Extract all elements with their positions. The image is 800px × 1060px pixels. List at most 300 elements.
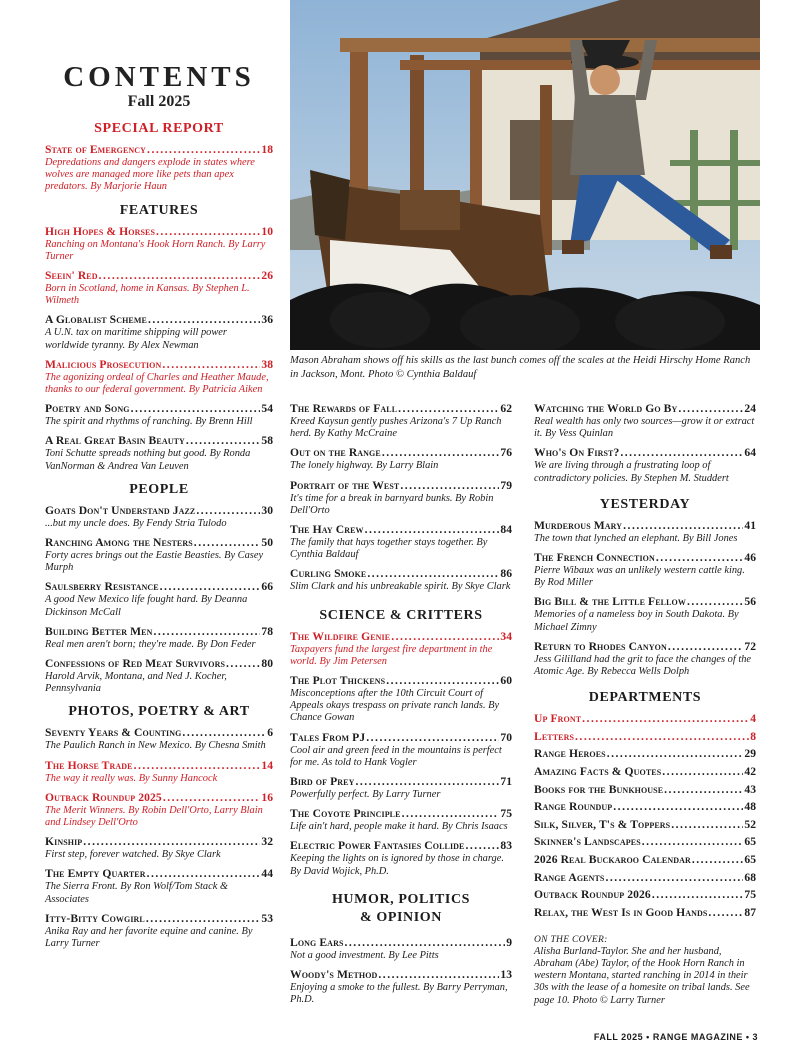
toc-entry-page: 36 <box>261 313 273 327</box>
middle-top-list <box>290 402 512 594</box>
toc-entry-description: Life ain't hard, people make it hard. By Chris Isaacs <box>290 821 508 833</box>
toc-entry-row <box>290 674 512 688</box>
toc-entry[interactable] <box>290 839 512 877</box>
toc-entry-description: The agonizing ordeal of Charles and Heather Maude, thanks to our federal government. By Patricia Aiken <box>45 371 269 396</box>
toc-entry-page: 68 <box>744 870 756 884</box>
toc-entry-page: 38 <box>261 357 273 371</box>
cover-photo <box>290 0 760 350</box>
toc-entry-page: 75 <box>744 888 756 902</box>
toc-entry-title: Malicious Prosecution <box>45 357 162 371</box>
toc-entry-row <box>290 567 512 581</box>
toc-leader-dots <box>382 446 500 460</box>
toc-entry[interactable] <box>534 747 756 761</box>
toc-entry-description: Powerfully perfect. By Larry Turner <box>290 789 441 801</box>
toc-entry[interactable] <box>45 402 273 428</box>
cover-text: Alisha Burland-Taylor. She and her husband, Abraham (Abe) Taylor, of the Hook Horn Ranch in western Montana, started ranching in 2014 in their 30s with the lease of a homesite on tribal lands. See page 10. Photo © Larry Turner <box>534 945 750 1006</box>
photo-caption: Mason Abraham shows off his skills as the last bunch comes off the scales at the Heidi Hirschy Home Ranch in Jackson, Mont. Photo © Cynthia Baldauf <box>290 355 751 380</box>
toc-leader-dots <box>162 358 260 372</box>
toc-leader-dots <box>355 775 499 789</box>
toc-entry-page: 18 <box>261 143 273 156</box>
toc-entry[interactable] <box>45 835 273 861</box>
toc-entry-title: Saulsberry Resistance <box>45 580 159 594</box>
toc-entry-page: 58 <box>261 434 273 448</box>
toc-entry-title: Confessions of Red Meat Survivors <box>45 657 226 671</box>
toc-entry-title: The Rewards of Fall <box>290 402 398 415</box>
toc-entry-page: 42 <box>744 765 756 779</box>
toc-entry-row <box>290 775 512 789</box>
toc-entry-description: Born in Scotland, home in Kansas. By Stephen L. Wilmeth <box>45 283 250 307</box>
toc-entry[interactable] <box>45 912 273 950</box>
toc-entry-description: Enjoying a smoke to the fullest. By Barry Perryman, Ph.D. <box>290 982 508 1006</box>
people-list <box>45 504 273 696</box>
toc-entry-page: 10 <box>261 224 273 238</box>
toc-leader-dots <box>656 551 744 565</box>
toc-entry-page: 26 <box>261 269 273 283</box>
toc-entry[interactable] <box>45 625 273 651</box>
section-heading-science-critters: SCIENCE & CRITTERS <box>319 607 483 623</box>
toc-leader-dots <box>391 630 499 644</box>
toc-entry-title: Range Roundup <box>534 800 613 814</box>
toc-entry-page: 86 <box>500 567 512 581</box>
toc-leader-dots <box>605 871 743 885</box>
toc-entry[interactable] <box>534 402 756 440</box>
toc-entry-title: Electric Power Fantasies Collide <box>290 839 465 853</box>
toc-leader-dots <box>687 595 743 609</box>
toc-entry-page: 75 <box>500 807 512 821</box>
toc-entry-page: 76 <box>500 446 512 460</box>
cover-label: ON THE COVER: <box>534 934 608 945</box>
toc-entry-title: The Coyote Principle <box>290 807 401 821</box>
toc-leader-dots <box>99 269 261 283</box>
toc-entry-title: The Wildfire Genie <box>290 629 391 643</box>
toc-entry-row <box>290 402 512 416</box>
toc-entry-description: Kreed Kaysun gently pushes Arizona's 7 Up Ranch herd. By Kathy McCraine <box>290 416 502 440</box>
toc-leader-dots <box>186 434 261 448</box>
toc-entry-description: Depredations and dangers explode in states where wolves are managed more like pets than apex predators. By Marjorie Haun <box>45 157 255 193</box>
toc-entry-description: Not a good investment. By Lee Pitts <box>290 949 439 961</box>
toc-entry[interactable] <box>45 358 273 396</box>
toc-entry-title: A Globalist Scheme <box>45 313 147 327</box>
toc-entry-page: 6 <box>267 726 273 740</box>
toc-leader-dots <box>378 968 499 982</box>
toc-leader-dots <box>148 313 260 327</box>
toc-entry-title: Skinner's Landscapes <box>534 835 641 849</box>
toc-entry[interactable] <box>45 313 273 351</box>
toc-leader-dots <box>367 567 499 581</box>
toc-entry-row <box>45 504 273 518</box>
toc-entry-description: Keeping the lights on is ignored by those in charge. By David Wojick, Ph.D. <box>290 853 504 877</box>
toc-entry[interactable] <box>45 536 273 574</box>
toc-leader-dots <box>160 580 261 594</box>
toc-entry-row <box>534 853 756 867</box>
toc-leader-dots <box>620 446 743 460</box>
toc-entry-title: The Horse Trade <box>45 758 133 772</box>
toc-entry-page: 79 <box>500 478 512 492</box>
toc-entry[interactable] <box>290 479 512 517</box>
toc-leader-dots <box>692 853 744 867</box>
toc-entry-row <box>290 807 512 821</box>
toc-entry-description: The Merit Winners. By Robin Dell'Orto, Larry Blain and Lindsey Dell'Orto <box>45 804 263 829</box>
toc-entry-description: The way it really was. By Sunny Hancock <box>45 772 218 784</box>
toc-entry-page: 62 <box>500 402 512 415</box>
toc-leader-dots <box>83 835 260 849</box>
toc-entry-description: Anika Ray and her favorite equine and canine. By Larry Turner <box>45 925 253 950</box>
toc-entry-title: Outback Roundup 2026 <box>534 888 651 902</box>
toc-entry-row <box>534 712 756 726</box>
toc-entry[interactable] <box>534 712 756 726</box>
toc-entry-page: 78 <box>261 624 273 638</box>
toc-entry-page: 72 <box>744 639 756 653</box>
toc-entry-title: Woody's Method <box>290 968 378 982</box>
toc-entry-row <box>534 818 756 832</box>
toc-entry-page: 50 <box>261 536 273 550</box>
toc-entry-title: Books for the Bunkhouse <box>534 782 664 796</box>
toc-entry-page: 65 <box>744 835 756 849</box>
toc-entry-description: Taxpayers fund the largest fire department in the world. By Jim Petersen <box>290 643 493 667</box>
toc-entry-title: Up Front <box>534 712 582 726</box>
toc-entry-row <box>45 313 273 327</box>
toc-entry-description: Slim Clark and his unbreakable spirit. By Skye Clark <box>290 581 511 593</box>
toc-entry-page: 54 <box>261 402 273 416</box>
toc-entry-row <box>290 479 512 493</box>
section-heading-people: PEOPLE <box>129 481 189 497</box>
toc-entry[interactable] <box>45 143 273 194</box>
toc-leader-dots <box>662 765 743 779</box>
toc-entry-page: 65 <box>744 852 756 866</box>
toc-entry-row <box>534 640 756 654</box>
toc-entry-title: Big Bill & the Little Fellow <box>534 595 686 609</box>
toc-entry-row <box>290 731 512 745</box>
toc-entry-row <box>290 523 512 537</box>
special-report-list <box>45 143 273 194</box>
toc-entry-title: Seein' Red <box>45 269 98 283</box>
toc-entry-description: Misconceptions after the 10th Circuit Court of Appeals okays trespass on private ranch lands. By Chance Gowan <box>290 688 500 724</box>
toc-leader-dots <box>365 523 500 537</box>
section-heading-humor-line2: & OPINION <box>359 909 442 925</box>
humor-list <box>290 936 512 1007</box>
toc-entry[interactable] <box>534 818 756 832</box>
toc-leader-dots <box>575 730 749 744</box>
toc-entry-title: Murderous Mary <box>534 518 623 532</box>
toc-entry-title: Long Ears <box>290 935 344 949</box>
toc-entry-page: 80 <box>261 657 273 671</box>
toc-entry-description: A U.N. tax on maritime shipping will power worldwide tyranny. By Alex Newman <box>45 327 227 351</box>
toc-entry-description: A good New Mexico life fought hard. By Deanna Dickinson McCall <box>45 594 248 618</box>
toc-entry[interactable] <box>534 888 756 902</box>
toc-entry[interactable] <box>534 640 756 678</box>
toc-entry[interactable] <box>290 731 512 769</box>
toc-entry-description: Cool air and green feed in the mountains is perfect for me. As told to Hank Vogler <box>290 744 502 768</box>
toc-entry-page: 8 <box>750 729 756 743</box>
toc-entry[interactable] <box>45 791 273 829</box>
toc-entry[interactable] <box>534 519 756 545</box>
toc-entry-row <box>534 835 756 849</box>
toc-leader-dots <box>613 800 743 814</box>
toc-entry[interactable] <box>534 800 756 814</box>
toc-entry-description: Memories of a nameless boy in South Dakota. By Michael Zimny <box>534 609 739 633</box>
toc-entry-title: Bird of Prey <box>290 775 355 789</box>
section-heading-humor-line1: HUMOR, POLITICS <box>331 891 471 907</box>
toc-entry-row <box>534 888 756 902</box>
toc-entry-page: 48 <box>744 800 756 814</box>
toc-entry[interactable] <box>290 630 512 668</box>
toc-entry-row <box>534 402 756 416</box>
toc-leader-dots <box>664 783 743 797</box>
toc-entry[interactable] <box>290 402 512 440</box>
toc-entry-row <box>45 726 273 740</box>
toc-leader-dots <box>196 504 260 518</box>
toc-leader-dots <box>652 888 744 902</box>
toc-entry-title: The Hay Crew <box>290 523 364 537</box>
section-heading-photos-poetry-art: PHOTOS, POETRY & ART <box>68 704 250 720</box>
toc-entry-title: Range Agents <box>534 870 605 884</box>
toc-entry-row <box>45 657 273 671</box>
toc-entry-description: We are living through a frustrating loop of contradictory policies. By Stephen M. Studdert <box>534 460 729 484</box>
toc-leader-dots <box>194 536 261 550</box>
toc-leader-dots <box>607 747 744 761</box>
toc-entry-title: Goats Don't Understand Jazz <box>45 503 196 517</box>
toc-leader-dots <box>400 479 499 493</box>
toc-leader-dots <box>402 807 500 821</box>
toc-entry-description: It's time for a break in barnyard bunks. By Robin Dell'Orto <box>290 492 494 516</box>
toc-entry-page: 32 <box>261 835 273 849</box>
toc-entry-page: 16 <box>261 790 273 804</box>
toc-entry-row <box>534 765 756 779</box>
section-heading-yesterday: YESTERDAY <box>599 496 691 512</box>
toc-entry-page: 41 <box>744 518 756 532</box>
toc-leader-dots <box>147 143 260 157</box>
toc-entry-row <box>45 625 273 639</box>
toc-entry[interactable] <box>290 775 512 801</box>
toc-entry-page: 13 <box>500 968 512 982</box>
toc-entry-description: The Paulich Ranch in New Mexico. By Chesna Smith <box>45 740 266 752</box>
toc-entry-row <box>45 835 273 849</box>
toc-entry-title: Range Heroes <box>534 747 606 761</box>
toc-entry-row <box>45 269 273 283</box>
toc-entry[interactable] <box>45 759 273 785</box>
toc-entry-row <box>45 402 273 416</box>
toc-entry-description: Harold Arvik, Montana, and Ned J. Kocher, Pennsylvania <box>45 671 227 695</box>
photos-list <box>45 726 273 950</box>
toc-entry-description: Pierre Wibaux was an unlikely western cattle king. By Rod Miller <box>534 565 745 589</box>
right-top-list <box>534 402 756 485</box>
right-column <box>534 402 756 1007</box>
departments-list <box>534 712 756 920</box>
toc-entry[interactable] <box>534 595 756 633</box>
toc-entry-page: 43 <box>744 782 756 796</box>
section-heading-special-report: SPECIAL REPORT <box>94 121 224 136</box>
toc-entry-page: 14 <box>261 758 273 772</box>
toc-leader-dots <box>582 712 749 726</box>
toc-entry[interactable] <box>534 551 756 589</box>
toc-entry-row <box>45 791 273 805</box>
features-list <box>45 225 273 473</box>
toc-entry-description: Ranching on Montana's Hook Horn Ranch. By Larry Turner <box>45 238 266 262</box>
toc-entry-page: 87 <box>744 905 756 919</box>
toc-leader-dots <box>146 912 261 926</box>
toc-entry-row <box>290 936 512 950</box>
toc-entry-title: Amazing Facts & Quotes <box>534 765 662 779</box>
toc-entry[interactable] <box>534 835 756 849</box>
toc-entry-page: 52 <box>744 817 756 831</box>
toc-entry-title: Seventy Years & Counting <box>45 726 182 740</box>
toc-entry-row <box>534 747 756 761</box>
left-column <box>45 62 273 956</box>
toc-leader-dots <box>156 225 260 239</box>
toc-leader-dots <box>134 759 261 773</box>
toc-entry-title: Kinship <box>45 835 83 849</box>
toc-entry-row <box>534 730 756 744</box>
toc-entry-page: 4 <box>750 712 756 726</box>
toc-entry-description: The lonely highway. By Larry Blain <box>290 460 439 472</box>
toc-entry[interactable] <box>290 968 512 1006</box>
toc-leader-dots <box>163 791 261 805</box>
toc-entry-page: 60 <box>500 674 512 688</box>
toc-entry[interactable] <box>290 807 512 833</box>
toc-entry-row <box>534 446 756 460</box>
contents-title: CONTENTS <box>63 61 255 93</box>
toc-entry-page: 66 <box>261 580 273 594</box>
toc-entry-title: Outback Roundup 2025 <box>45 790 162 804</box>
toc-entry-title: Letters <box>534 729 575 743</box>
toc-entry-page: 29 <box>744 747 756 761</box>
toc-entry-row <box>290 446 512 460</box>
toc-entry-page: 70 <box>500 730 512 744</box>
toc-entry-title: Poetry and Song <box>45 402 130 416</box>
toc-entry-page: 34 <box>500 629 512 643</box>
toc-entry[interactable] <box>534 730 756 744</box>
toc-entry-row <box>45 580 273 594</box>
toc-entry[interactable] <box>290 674 512 725</box>
toc-leader-dots <box>153 625 260 639</box>
toc-entry-page: 24 <box>744 402 756 415</box>
toc-entry[interactable] <box>45 504 273 530</box>
toc-entry-title: 2026 Real Buckaroo Calendar <box>534 852 691 866</box>
toc-entry-row <box>290 968 512 982</box>
toc-leader-dots <box>131 402 261 416</box>
toc-entry-page: 56 <box>744 595 756 609</box>
toc-entry[interactable] <box>534 853 756 867</box>
toc-entry-row <box>534 783 756 797</box>
toc-leader-dots <box>668 640 744 654</box>
toc-leader-dots <box>345 936 506 950</box>
toc-entry-title: The Empty Quarter <box>45 867 146 881</box>
toc-entry[interactable] <box>290 446 512 472</box>
toc-entry[interactable] <box>534 765 756 779</box>
toc-entry-title: Curling Smoke <box>290 567 367 581</box>
toc-entry-row <box>534 906 756 920</box>
toc-leader-dots <box>466 839 500 853</box>
toc-entry-title: Tales From PJ <box>290 730 366 744</box>
toc-entry-row <box>45 225 273 239</box>
toc-entry-row <box>534 519 756 533</box>
toc-entry-title: A Real Great Basin Beauty <box>45 434 185 448</box>
toc-entry[interactable] <box>45 225 273 263</box>
toc-entry-description: Forty acres brings out the Eastie Beasties. By Casey Murph <box>45 550 264 574</box>
toc-entry[interactable] <box>290 936 512 962</box>
toc-entry-page: 44 <box>261 867 273 881</box>
toc-entry-title: Relax, the West Is in Good Hands <box>534 905 708 919</box>
toc-entry-row <box>45 434 273 448</box>
toc-entry-title: Out on the Range <box>290 446 381 460</box>
toc-entry-title: Itty-Bitty Cowgirl <box>45 911 145 925</box>
toc-entry-row <box>534 551 756 565</box>
toc-leader-dots <box>226 657 260 671</box>
cover-note <box>534 934 756 1007</box>
toc-leader-dots <box>398 402 499 416</box>
toc-leader-dots <box>642 835 744 849</box>
toc-entry-description: First step, forever watched. By Skye Clark <box>45 849 221 861</box>
toc-leader-dots <box>386 674 499 688</box>
science-list <box>290 630 512 878</box>
toc-entry-title: The Plot Thickens <box>290 674 386 688</box>
toc-entry[interactable] <box>45 657 273 695</box>
toc-leader-dots <box>623 519 743 533</box>
toc-entry-title: The French Connection <box>534 551 655 565</box>
toc-entry-page: 71 <box>500 775 512 789</box>
toc-entry-page: 9 <box>506 935 512 949</box>
toc-leader-dots <box>671 818 743 832</box>
toc-entry-title: Watching the World Go By <box>534 402 678 415</box>
toc-entry-row <box>45 867 273 881</box>
page-footer: FALL 2025 • RANGE MAGAZINE • 3 <box>593 1032 758 1042</box>
toc-entry-title: Return to Rhodes Canyon <box>534 639 667 653</box>
toc-entry-row <box>45 536 273 550</box>
toc-entry[interactable] <box>45 867 273 905</box>
toc-entry-row <box>290 839 512 853</box>
toc-entry-row <box>45 143 273 157</box>
toc-entry-page: 46 <box>744 551 756 565</box>
section-heading-departments: DEPARTMENTS <box>588 690 702 706</box>
toc-entry[interactable] <box>45 269 273 307</box>
toc-entry-title: State of Emergency <box>45 143 147 156</box>
toc-entry-title: Who's On First? <box>534 446 620 460</box>
toc-entry[interactable] <box>45 726 273 752</box>
toc-entry[interactable] <box>534 446 756 484</box>
toc-leader-dots <box>147 867 261 881</box>
toc-leader-dots <box>366 731 499 745</box>
toc-entry-row <box>534 800 756 814</box>
toc-entry[interactable] <box>534 783 756 797</box>
section-heading-features: FEATURES <box>119 202 199 218</box>
toc-leader-dots <box>678 402 743 416</box>
toc-entry[interactable] <box>45 434 273 472</box>
toc-entry-description: The family that hays together stays together. By Cynthia Baldauf <box>290 537 488 561</box>
toc-entry-description: The spirit and rhythms of ranching. By Brenn Hill <box>45 416 253 428</box>
toc-entry[interactable] <box>45 580 273 618</box>
toc-entry-description: The Sierra Front. By Ron Wolf/Tom Stack & Associates <box>45 881 228 905</box>
toc-entry[interactable] <box>290 523 512 561</box>
toc-entry-description: The town that lynched an elephant. By Bill Jones <box>534 532 738 544</box>
issue-date: Fall 2025 <box>127 93 191 110</box>
toc-entry-page: 84 <box>500 523 512 537</box>
toc-entry-row <box>45 358 273 372</box>
toc-entry-row <box>45 912 273 926</box>
toc-entry-row <box>534 595 756 609</box>
toc-entry-row <box>534 871 756 885</box>
toc-entry[interactable] <box>290 567 512 593</box>
toc-entry-title: Silk, Silver, T's & Toppers <box>534 817 671 831</box>
toc-entry-page: 83 <box>500 839 512 853</box>
toc-leader-dots <box>708 906 743 920</box>
toc-entry-row <box>45 759 273 773</box>
toc-entry[interactable] <box>534 871 756 885</box>
toc-entry-title: Portrait of the West <box>290 478 400 492</box>
yesterday-list <box>534 519 756 678</box>
toc-entry-description: Toni Schutte spreads nothing but good. By Ronda VanNorman & Andrea Van Leuven <box>45 448 251 472</box>
toc-entry-row <box>290 630 512 644</box>
toc-entry[interactable] <box>534 906 756 920</box>
